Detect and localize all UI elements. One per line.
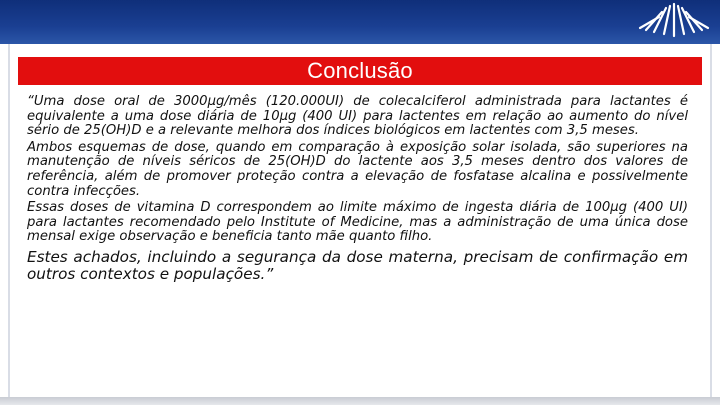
slide-title: Conclusão xyxy=(307,58,413,83)
university-logo-icon xyxy=(634,0,714,44)
paragraph-4: Estes achados, incluindo a segurança da dose materna, precisam de confirmação em outros contextos e populações.” xyxy=(27,247,688,283)
right-border xyxy=(710,44,712,405)
header-band xyxy=(0,0,720,44)
paragraph-2: Ambos esquemas de dose, quando em comparação à exposição solar isolada, são superiores na manutenção de níveis séricos de 25(OH)D do lactente aos 3,5 meses dentro dos valores de referência, além de promover proteção contra a elevação de fosfatase alcalina e possivelmente contra infecções. xyxy=(27,139,688,199)
paragraph-3: Essas doses de vitamina D correspondem ao limite máximo de ingesta diária de 100μg (400 UI) para lactantes recomendado pelo Institute of Medicine, mas a administração de uma única dose mensal exige observação e beneficia tanto mãe quanto filho. xyxy=(27,200,688,245)
paragraph-1: “Uma dose oral de 3000μg/mês (120.000UI) de colecalciferol administrada para lactantes é equivalente a uma dose diária de 10μg (400 UI) para lactentes em relação ao aumento do nível sério de 25(OH)D e a relevante melhora dos índices biológicos em lactentes com 3,5 meses. xyxy=(27,94,688,139)
footer-band xyxy=(0,397,720,405)
left-border xyxy=(8,44,10,405)
slide-body xyxy=(27,95,688,283)
title-bar xyxy=(18,57,702,85)
